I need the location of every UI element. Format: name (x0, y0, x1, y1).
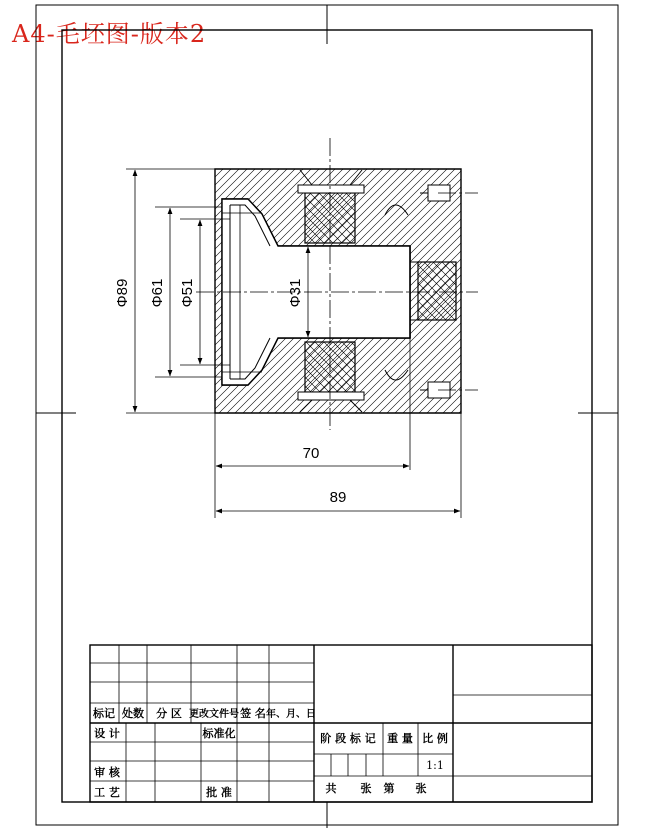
tb-process: 工 艺 (94, 786, 120, 799)
title-block (90, 645, 592, 802)
tb-weight: 重 量 (387, 732, 413, 745)
dim-length-inner: 70 (302, 445, 320, 462)
tb-sign: 签 名 (240, 707, 266, 720)
dim-od-outer: Φ89 (114, 278, 131, 308)
tb-zone: 分 区 (156, 707, 182, 720)
tb-sheets-total: 共 (325, 782, 337, 795)
title-block-text (92, 706, 448, 799)
dim-length-total: 89 (329, 489, 347, 506)
tb-date: 年、月、日 (266, 709, 316, 720)
tb-sheet-no: 第 (383, 782, 395, 795)
tb-review: 审 核 (94, 766, 120, 779)
tb-count: 处数 (122, 707, 144, 720)
tb-scale-value: 1:1 (426, 759, 444, 772)
dim-od-inner: Φ51 (179, 278, 196, 308)
sheet-border (36, 5, 618, 825)
tb-design: 设 计 (94, 727, 120, 740)
part-section (215, 169, 461, 413)
insert-right (418, 262, 456, 320)
tb-standardize: 标准化 (202, 727, 236, 740)
dim-od-step: Φ61 (149, 278, 166, 308)
tb-approve: 批 准 (206, 786, 232, 799)
dim-bore: Φ31 (287, 278, 304, 308)
drawing-heading: A4-毛坯图-版本2 (12, 20, 207, 48)
tb-scale-label: 比 例 (422, 732, 448, 745)
tb-sheets-unit1: 张 (360, 782, 372, 795)
drawing-frame (62, 30, 592, 802)
tb-stage-mark: 阶 段 标 记 (320, 732, 376, 745)
centering-marks (36, 5, 618, 828)
tb-change-doc: 更改文件号 (189, 709, 239, 720)
tb-sheets-unit2: 张 (415, 782, 427, 795)
tb-mark: 标记 (93, 707, 115, 720)
